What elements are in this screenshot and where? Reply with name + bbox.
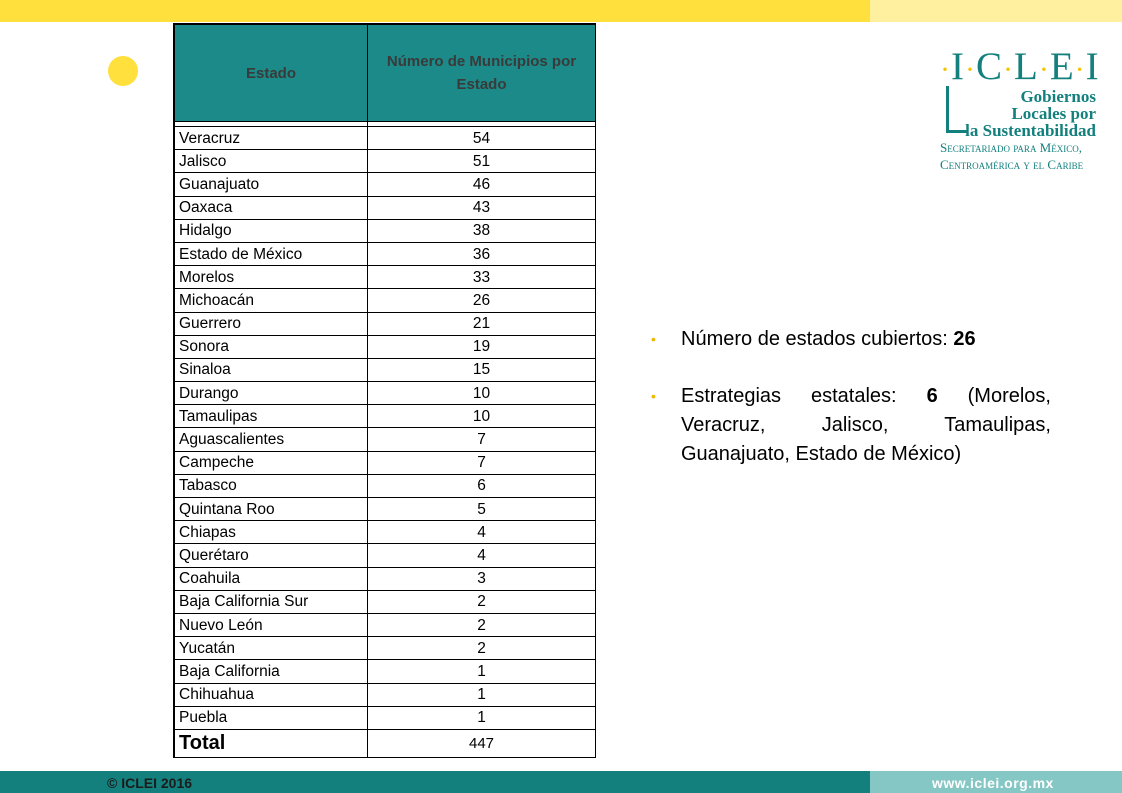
bullet-text: Número de estados cubiertos: xyxy=(681,328,954,350)
municipality-count-cell: 38 xyxy=(368,219,596,242)
state-name-cell: Chiapas xyxy=(175,521,368,544)
state-name-cell: Estado de México xyxy=(175,242,368,265)
table-row xyxy=(175,335,596,358)
table-row xyxy=(175,474,596,497)
top-accent-bar-light xyxy=(870,0,1122,22)
state-name-cell: Nuevo León xyxy=(175,613,368,636)
municipality-count-cell: 19 xyxy=(368,335,596,358)
state-name-cell: Coahuila xyxy=(175,567,368,590)
table-row xyxy=(175,590,596,613)
municipality-count-cell: 10 xyxy=(368,405,596,428)
state-name-cell: Durango xyxy=(175,382,368,405)
state-name-cell: Yucatán xyxy=(175,637,368,660)
state-name-cell: Baja California Sur xyxy=(175,590,368,613)
table-body xyxy=(175,122,596,758)
total-label: Total xyxy=(175,729,368,757)
logo-line-2: Locales por xyxy=(1011,104,1096,123)
municipality-count-cell: 54 xyxy=(368,127,596,150)
footer-url-link[interactable]: www.iclei.org.mx xyxy=(932,775,1054,791)
municipality-count-cell: 36 xyxy=(368,242,596,265)
state-name-cell: Campeche xyxy=(175,451,368,474)
table-row xyxy=(175,660,596,683)
bullet-value: 26 xyxy=(953,328,976,350)
top-accent-bar xyxy=(0,0,870,22)
state-name-cell: Puebla xyxy=(175,706,368,729)
municipality-count-cell: 4 xyxy=(368,544,596,567)
table-row xyxy=(175,242,596,265)
table-row xyxy=(175,544,596,567)
total-value: 447 xyxy=(368,729,596,757)
municipality-count-cell: 7 xyxy=(368,428,596,451)
municipality-count-cell: 3 xyxy=(368,567,596,590)
bullet-value: 6 xyxy=(926,385,938,407)
state-name-cell: Baja California xyxy=(175,660,368,683)
state-name-cell: Sonora xyxy=(175,335,368,358)
table-row xyxy=(175,637,596,660)
table-row xyxy=(175,219,596,242)
municipality-count-cell: 46 xyxy=(368,173,596,196)
table-row xyxy=(175,382,596,405)
footer-copyright: © ICLEI 2016 xyxy=(107,775,193,791)
state-name-cell: Sinaloa xyxy=(175,358,368,381)
bullet-list xyxy=(651,325,1051,469)
table-row xyxy=(175,196,596,219)
logo-bracket xyxy=(946,86,967,133)
municipality-count-cell: 10 xyxy=(368,382,596,405)
table-row xyxy=(175,312,596,335)
municipality-count-cell: 5 xyxy=(368,498,596,521)
decorative-dot xyxy=(108,56,138,86)
state-name-cell: Chihuahua xyxy=(175,683,368,706)
bullet-state-strategies xyxy=(651,382,1051,469)
logo-wordmark: ·I·C·L·E·I xyxy=(940,45,1100,88)
municipality-count-cell: 26 xyxy=(368,289,596,312)
table-row xyxy=(175,266,596,289)
state-name-cell: Tamaulipas xyxy=(175,405,368,428)
total-row xyxy=(175,729,596,757)
municipality-count-cell: 43 xyxy=(368,196,596,219)
state-name-cell: Quintana Roo xyxy=(175,498,368,521)
bullet-states-covered xyxy=(651,325,1051,354)
table-row xyxy=(175,358,596,381)
header-estado: Estado xyxy=(175,25,368,122)
municipality-count-cell: 2 xyxy=(368,637,596,660)
logo-line-1: Gobiernos xyxy=(1020,87,1096,106)
bullet-icon: • xyxy=(651,331,656,347)
municipality-count-cell: 2 xyxy=(368,613,596,636)
table-row xyxy=(175,498,596,521)
header-municipios: Número de Municipios por Estado xyxy=(368,25,596,122)
table-row xyxy=(175,706,596,729)
state-name-cell: Guerrero xyxy=(175,312,368,335)
table-row xyxy=(175,127,596,150)
bullet-text: Estrategias estatales: xyxy=(681,385,927,407)
state-name-cell: Morelos xyxy=(175,266,368,289)
municipality-count-cell: 6 xyxy=(368,474,596,497)
table-row xyxy=(175,521,596,544)
state-name-cell: Querétaro xyxy=(175,544,368,567)
municipalities-table xyxy=(174,24,596,758)
state-name-cell: Veracruz xyxy=(175,127,368,150)
municipality-count-cell: 4 xyxy=(368,521,596,544)
state-name-cell: Michoacán xyxy=(175,289,368,312)
municipality-count-cell: 51 xyxy=(368,150,596,173)
state-name-cell: Jalisco xyxy=(175,150,368,173)
table-row xyxy=(175,567,596,590)
logo-line-3: la Sustentabilidad xyxy=(965,121,1096,140)
bullet-rest: (Morelos, Veracruz, Jalisco, Tamaulipas, Guanajuato, Estado de México) xyxy=(681,385,1051,465)
table-row xyxy=(175,683,596,706)
table-header-row xyxy=(175,25,596,122)
municipality-count-cell: 7 xyxy=(368,451,596,474)
table-row xyxy=(175,428,596,451)
municipality-count-cell: 1 xyxy=(368,660,596,683)
state-name-cell: Hidalgo xyxy=(175,219,368,242)
table-row xyxy=(175,613,596,636)
table-row xyxy=(175,173,596,196)
state-name-cell: Oaxaca xyxy=(175,196,368,219)
logo-subtitle-2: Centroamérica y el Caribe xyxy=(940,157,1084,172)
iclei-logo xyxy=(940,44,1100,174)
table-row xyxy=(175,150,596,173)
state-name-cell: Guanajuato xyxy=(175,173,368,196)
municipality-count-cell: 2 xyxy=(368,590,596,613)
table-row xyxy=(175,405,596,428)
municipality-count-cell: 1 xyxy=(368,683,596,706)
table-row xyxy=(175,289,596,312)
municipality-count-cell: 15 xyxy=(368,358,596,381)
logo-subtitle-1: Secretariado para México, xyxy=(940,140,1082,155)
municipality-count-cell: 1 xyxy=(368,706,596,729)
bullet-icon: • xyxy=(651,388,656,404)
state-name-cell: Aguascalientes xyxy=(175,428,368,451)
municipality-count-cell: 21 xyxy=(368,312,596,335)
table-row xyxy=(175,451,596,474)
municipalities-table-frame xyxy=(173,23,596,758)
state-name-cell: Tabasco xyxy=(175,474,368,497)
municipality-count-cell: 33 xyxy=(368,266,596,289)
